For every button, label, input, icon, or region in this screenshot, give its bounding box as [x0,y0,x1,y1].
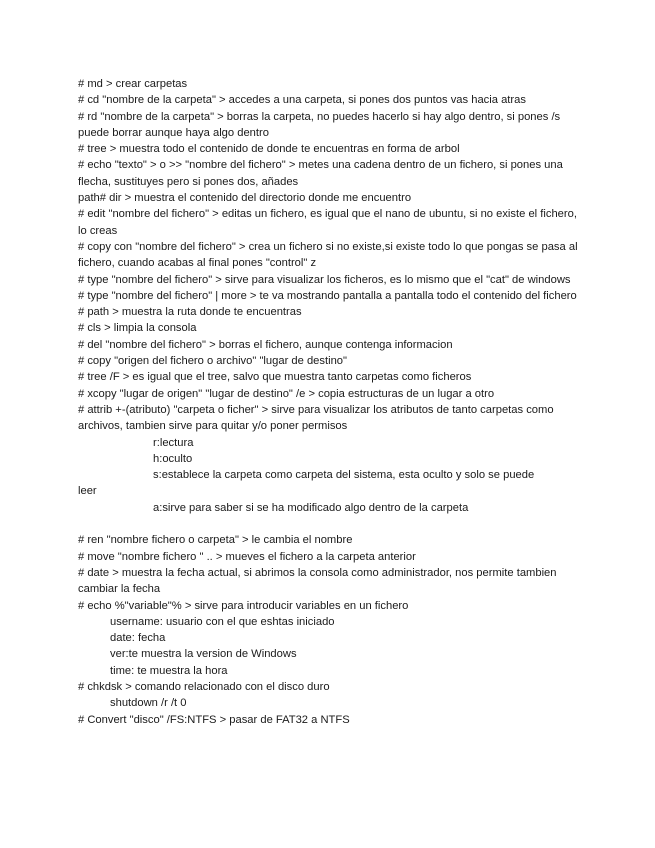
attrib-option-s: s:establece la carpeta como carpeta del sistema, esta oculto y solo se puede [153,469,535,482]
attrib-option-r: r:lectura [153,436,194,449]
text-line-tree: # tree > muestra todo el contenido de donde te encuentras en forma de arbol [78,143,460,156]
text-line-convert: # Convert "disco" /FS:NTFS > pasar de FAT32 a NTFS [78,713,350,726]
text-line-attrib: # attrib +-(atributo) "carpeta o ficher" > sirve para visualizar los atributos de tanto carpetas como archivos, tambien sirve para quitar y/o poner permisos [78,403,557,433]
text-line-del: # del "nombre del fichero" > borras el fichero, aunque contenga informacion [78,338,453,351]
text-line-echo: # echo "texto" > o >> "nombre del fichero" > metes una cadena dentro de un fichero, si pones una flecha, sustituyes pero si pones dos, añades [78,159,566,188]
text-line-type: # type "nombre del fichero" > sirve para visualizar los ficheros, es lo mismo que el "cat" de windows [78,273,571,286]
text-line-move: # move "nombre fichero " .. > mueves el fichero a la carpeta anterior [78,550,416,563]
text-line-chkdsk: # chkdsk > comando relacionado con el disco duro [78,680,330,693]
text-line-copy-con: # copy con "nombre del fichero" > crea un fichero si no existe,si existe todo lo que pongas se pasa al fichero, cuando acabas al final pones "control" z [78,240,581,270]
text-line-type-more: # type "nombre del fichero" | more > te va mostrando pantalla a pantalla todo el contenido del fichero [78,289,577,302]
text-line-cd: # cd "nombre de la carpeta" > accedes a una carpeta, si pones dos puntos vas hacia atras [78,94,526,107]
text-line-copy: # copy "origen del fichero o archivo" "lugar de destino" [78,355,348,368]
text-line-cls: # cls > limpia la consola [78,322,197,335]
text-line-rd: # rd "nombre de la carpeta" > borras la carpeta, no puedes hacerlo si hay algo dentro, si pones /s puede borrar aunque haya algo dentro [78,110,564,139]
text-line-path: # path > muestra la ruta donde te encuentras [78,306,302,319]
text-line-ren: # ren "nombre fichero o carpeta" > le cambia el nombre [78,534,353,547]
echo-var-username: username: usuario con el que eshtas iniciado [110,615,335,628]
text-line-edit: # edit "nombre del fichero" > editas un fichero, es igual que el nano de ubuntu, si no existe el fichero, lo creas [78,208,581,237]
attrib-option-s-wrap: leer [78,485,97,498]
text-line-md: # md > crear carpetas [78,78,188,90]
echo-var-time: time: te muestra la hora [110,664,228,677]
echo-var-ver: ver:te muestra la version de Windows [110,648,297,661]
text-line-shutdown: shutdown /r /t 0 [110,697,187,710]
document-body [78,76,581,728]
text-line-dir: path# dir > muestra el contenido del directorio donde me encuentro [78,192,412,205]
text-line-xcopy: # xcopy "lugar de origen" "lugar de destino" /e > copia estructuras de un lugar a otro [78,387,495,400]
blank-line [78,516,578,532]
attrib-option-h: h:oculto [153,452,193,465]
text-line-date: # date > muestra la fecha actual, si abrimos la consola como administrador, nos permite tambien cambiar la fecha [78,566,560,596]
text-line-tree-f: # tree /F > es igual que el tree, salvo que muestra tanto carpetas como ficheros [78,371,472,384]
attrib-option-a: a:sirve para saber si se ha modificado algo dentro de la carpeta [153,501,469,514]
text-line-echo-var: # echo %"variable"% > sirve para introducir variables en un fichero [78,599,409,612]
echo-var-date: date: fecha [110,632,166,645]
